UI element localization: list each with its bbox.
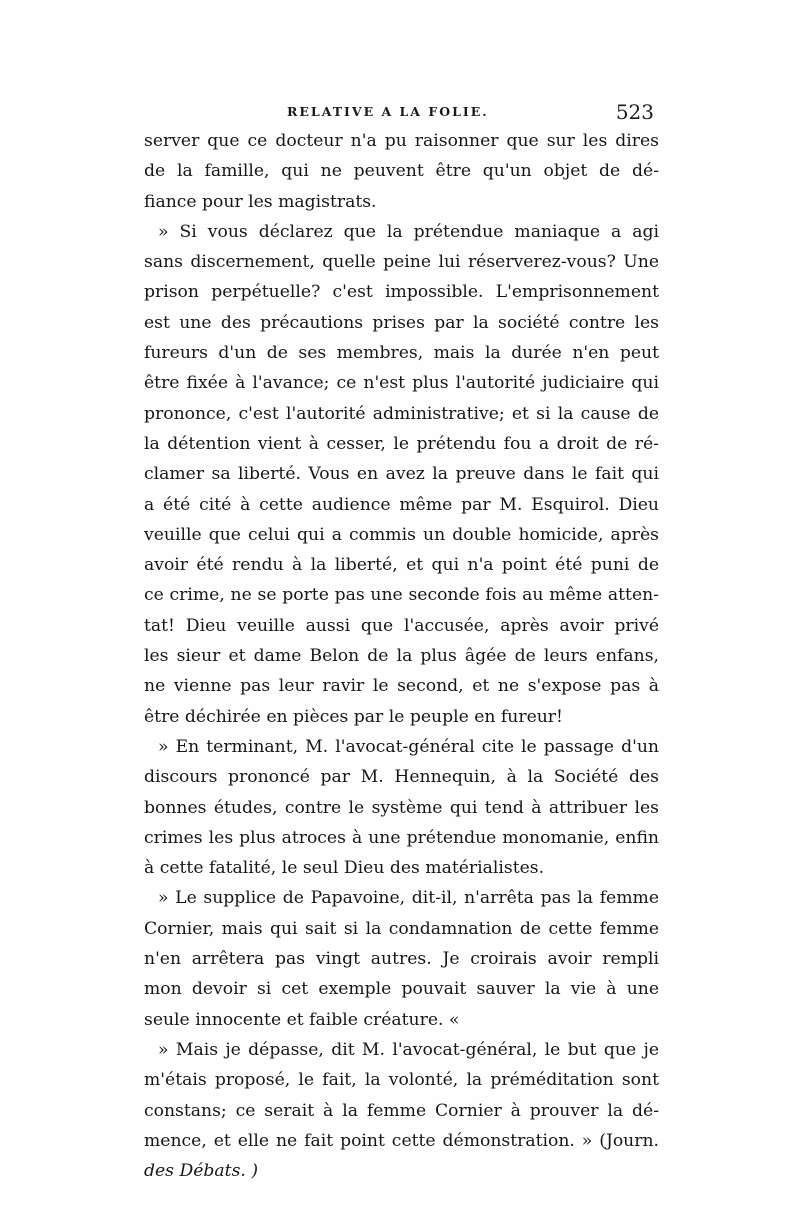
text-line: tat! Dieu veuille aussi que l'accusée, après avoir privé <box>144 615 659 636</box>
body-text <box>144 126 659 1186</box>
text-line: fiance pour les magistrats. <box>144 191 377 212</box>
text-line: » Mais je dépasse, dit M. l'avocat-général, le but que je <box>158 1039 659 1060</box>
text-line: sans discernement, quelle peine lui réserverez-vous? Une <box>144 252 659 273</box>
text-line: les sieur et dame Belon de la plus âgée de leurs enfans, <box>144 646 659 667</box>
text-line: être déchirée en pièces par le peuple en fureur! <box>144 706 563 727</box>
text-line: bonnes études, contre le système qui tend à attribuer les <box>144 797 659 818</box>
running-head <box>142 100 662 122</box>
text-line: » Si vous déclarez que la prétendue maniaque a agi <box>158 221 659 242</box>
text-line: discours prononcé par M. Hennequin, à la Société des <box>144 767 659 788</box>
text-line: est une des précautions prises par la société contre les <box>144 312 659 333</box>
text-line: » Le supplice de Papavoine, dit-il, n'arrêta pas la femme <box>158 888 659 909</box>
text-line: avoir été rendu à la liberté, et qui n'a point été puni de <box>144 555 659 576</box>
page-number: 523 <box>615 100 654 124</box>
text-line: ne vienne pas leur ravir le second, et ne s'expose pas à <box>144 676 659 697</box>
text-line: être fixée à l'avance; ce n'est plus l'autorité judiciaire qui <box>144 373 659 394</box>
running-title: RELATIVE A LA FOLIE. <box>287 104 489 119</box>
text-line: Cornier, mais qui sait si la condamnation de cette femme <box>144 918 659 939</box>
text-line: mence, et elle ne fait point cette démonstration. » (Journ. <box>144 1130 659 1151</box>
text-line: » En terminant, M. l'avocat-général cite le passage d'un <box>158 736 659 757</box>
text-line: la détention vient à cesser, le prétendu fou a droit de ré- <box>144 433 659 454</box>
text-line: seule innocente et faible créature. « <box>144 1009 460 1030</box>
text-line: prison perpétuelle? c'est impossible. L'emprisonnement <box>144 282 659 303</box>
text-line: constans; ce serait à la femme Cornier à prouver la dé- <box>144 1100 659 1121</box>
text-line: a été cité à cette audience même par M. Esquirol. Dieu <box>144 494 659 515</box>
text-line: prononce, c'est l'autorité administrative; et si la cause de <box>144 403 659 424</box>
text-line: veuille que celui qui a commis un double homicide, après <box>144 524 659 545</box>
text-line: n'en arrêtera pas vingt autres. Je croirais avoir rempli <box>144 949 659 970</box>
text-line: clamer sa liberté. Vous en avez la preuve dans le fait qui <box>144 464 659 485</box>
text-line: à cette fatalité, le seul Dieu des matérialistes. <box>144 858 545 879</box>
text-line: m'étais proposé, le fait, la volonté, la préméditation sont <box>144 1070 659 1091</box>
text-line: de la famille, qui ne peuvent être qu'un objet de dé- <box>144 161 659 182</box>
text-line: fureurs d'un de ses membres, mais la durée n'en peut <box>144 343 659 364</box>
text-line: mon devoir si cet exemple pouvait sauver la vie à une <box>144 979 659 1000</box>
text-line: server que ce docteur n'a pu raisonner que sur les dires <box>144 131 659 151</box>
text-line: ce crime, ne se porte pas une seconde fois au même atten- <box>144 585 659 606</box>
text-line: crimes les plus atroces à une prétendue monomanie, enfin <box>144 827 659 848</box>
citation-line: des Débats. ) <box>144 1161 259 1182</box>
